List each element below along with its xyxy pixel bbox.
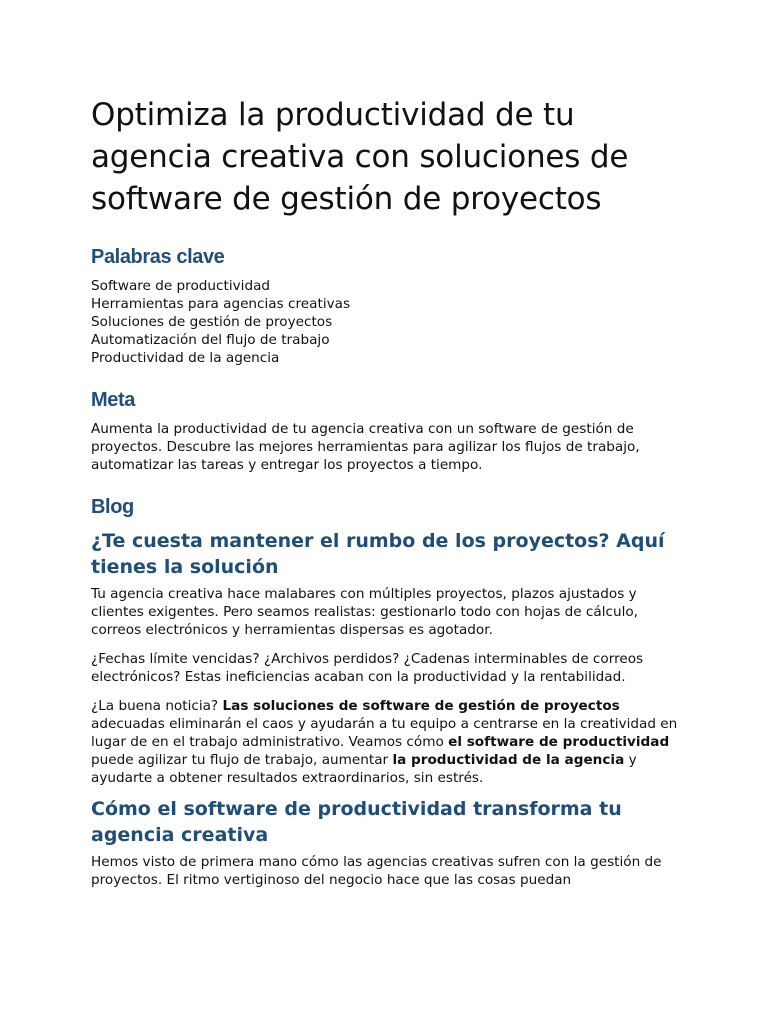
keyword-item: Productividad de la agencia [91,350,280,366]
keywords-heading: Palabras clave [91,246,225,268]
section1-paragraph-highlights [91,697,681,787]
section1-heading: ¿Te cuesta mantener el rumbo de los proyectos? Aquí tienes la solución [91,530,665,578]
keyword-item: Software de productividad [91,278,271,294]
paragraph-text: puede agilizar tu flujo de trabajo, aumentar [91,752,393,768]
keyword-item: Herramientas para agencias creativas [91,296,351,312]
document-page [91,94,681,889]
section2-heading: Cómo el software de productividad transforma tu agencia creativa [91,798,622,846]
keyword-item: Automatización del flujo de trabajo [91,332,330,348]
paragraph-text: adecuadas eliminarán el caos y ayudarán a tu equipo a centrarse en la creatividad en lugar de en el trabajo administrativo. Veamos cómo [91,716,678,750]
keyword-item: Soluciones de gestión de proyectos [91,314,333,330]
document-title: Optimiza la productividad de tu agencia creativa con soluciones de software de gestión de proyectos [91,97,629,217]
paragraph-text: ¿La buena noticia? [91,698,223,714]
section2-paragraph: Hemos visto de primera mano cómo las agencias creativas sufren con la gestión de proyectos. El ritmo vertiginoso del negocio hace que las cosas puedan [91,854,662,888]
bold-phrase: la productividad de la agencia [392,752,625,768]
paragraph-text: y ayudarte a obtener resultados extraordinarios, sin estrés. [91,752,637,786]
section1-paragraph: ¿Fechas límite vencidas? ¿Archivos perdidos? ¿Cadenas interminables de correos electrónicos? Estas ineficiencias acaban con la productividad y la rentabilidad. [91,651,644,685]
bold-phrase: Las soluciones de software de gestión de proyectos [222,698,620,714]
blog-heading: Blog [91,496,134,518]
bold-phrase: el software de productividad [448,734,670,750]
section1-paragraph: Tu agencia creativa hace malabares con múltiples proyectos, plazos ajustados y clientes exigentes. Pero seamos realistas: gestionarlo todo con hojas de cálculo, correos electrónicos y herramientas dispersas es agotador. [91,586,639,638]
meta-description: Aumenta la productividad de tu agencia creativa con un software de gestión de proyectos. Descubre las mejores herramientas para agilizar los flujos de trabajo, automatizar las tareas y entregar los proyectos a tiempo. [91,421,640,473]
meta-heading: Meta [91,389,135,411]
keywords-list [91,277,681,367]
